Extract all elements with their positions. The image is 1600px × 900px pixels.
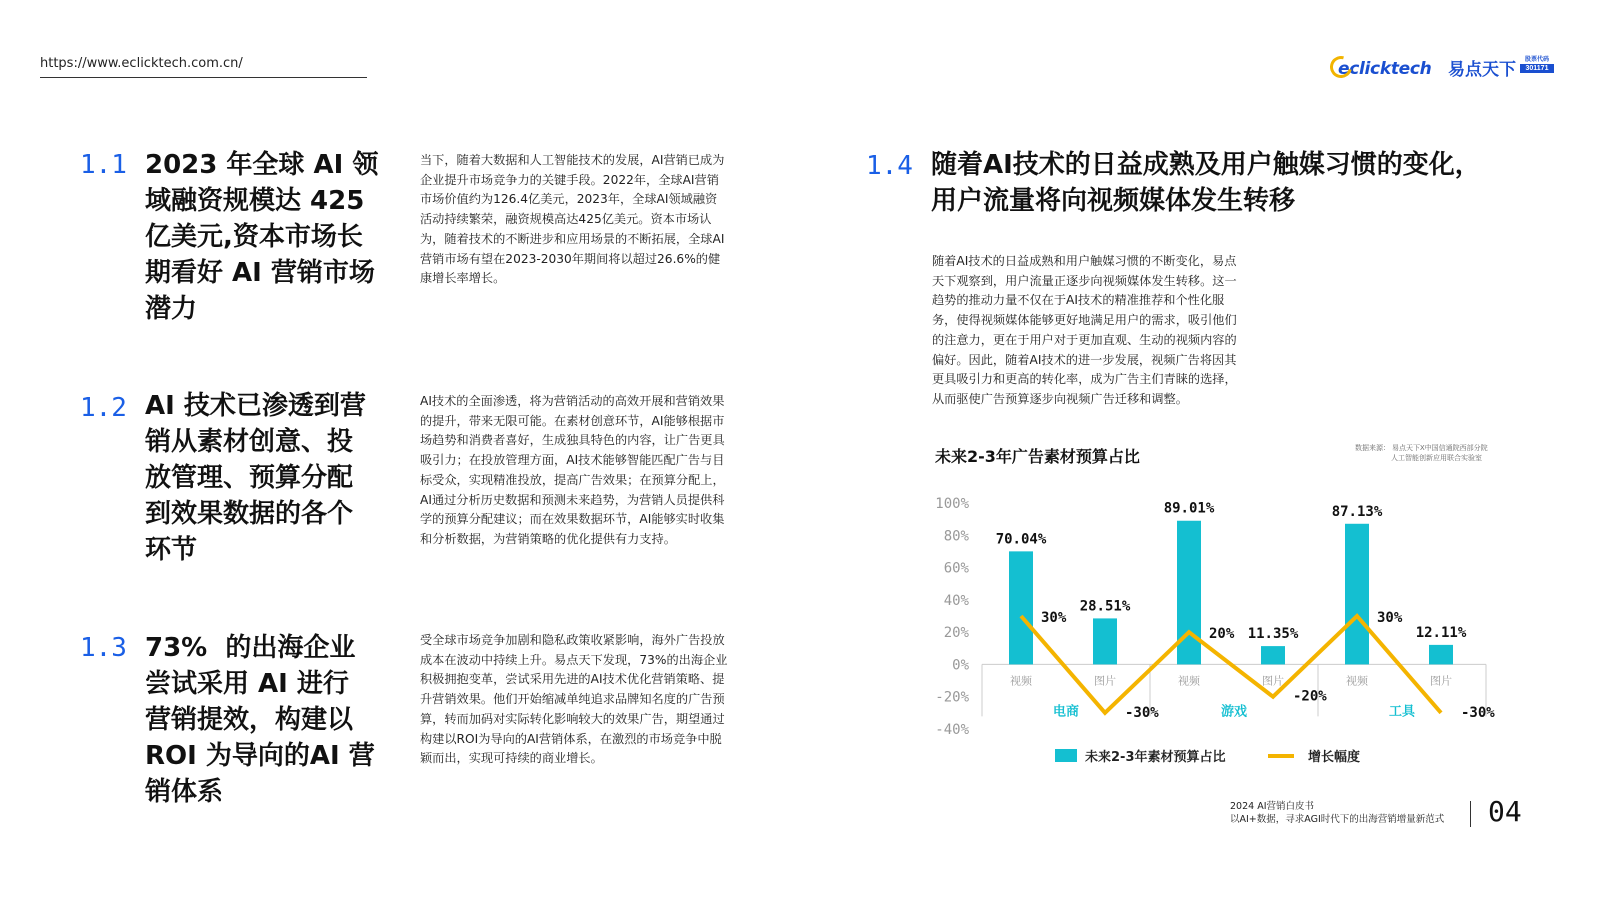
bar-value-label: 87.13%	[1331, 503, 1383, 520]
body-line: 的提升，带来无限可能。在素材创意环节，AI能够根据市	[420, 413, 725, 428]
footer-text	[1230, 800, 1444, 826]
body-line: 学的预算分配建议；而在效果数据环节，AI能够实时收集	[420, 512, 725, 527]
legend-label: 未来2-3年素材预算占比	[1085, 750, 1226, 765]
body-line: 受全球市场竞争加剧和隐私政策收紧影响，海外广告投放	[420, 633, 725, 647]
logo-cn-text: 易点天下	[1448, 60, 1516, 79]
title-line: 73% 的出海企业	[145, 633, 356, 663]
body-line: 趋势的推动力量不仅在于AI技术的精准推荐和个性化服	[932, 293, 1225, 308]
y-tick-label: 80%	[943, 528, 969, 545]
body-line: 市场价值约为126.4亿美元，2023年，全球AI领域融资	[420, 192, 718, 207]
body-line: 场趋势和消费者喜好，生成独具特色的内容，让广告更具	[420, 433, 725, 448]
body-line: 吸引力；在投放管理方面，AI技术能够智能匹配广告与目	[420, 453, 725, 468]
body-line: 天下观察到，用户流量正逐步向视频媒体发生转移。这一	[932, 273, 1237, 288]
logo-en-text: eclicktech	[1338, 59, 1432, 79]
title-line: 用户流量将向视频媒体发生转移	[931, 186, 1296, 216]
body-line: AI技术的全面渗透，将为营销活动的高效开展和营销效果	[420, 394, 725, 408]
page-number: 04	[1488, 795, 1522, 828]
body-line: 康增长率增长。	[420, 271, 506, 286]
legend-bar-swatch	[1055, 749, 1077, 762]
website-url[interactable]: https://www.eclicktech.com.cn/	[40, 56, 243, 71]
body-line: 活动持续繁荣，融资规模高达425亿美元。资本市场认	[420, 212, 712, 227]
group-label: 工具	[1388, 704, 1416, 720]
legend-item-bar	[1055, 746, 1226, 765]
group-label: 电商	[1052, 704, 1080, 720]
y-tick-label: 60%	[943, 560, 969, 577]
bar	[1261, 646, 1285, 664]
y-tick-label: -20%	[935, 689, 969, 706]
title-line: ROI 为导向的AI 营	[145, 741, 375, 771]
body-line: 随着AI技术的日益成熟和用户触媒习惯的不断变化，易点	[932, 254, 1237, 268]
y-tick-label: -40%	[935, 722, 969, 738]
footer-line: 以AI+数据，寻求AGI时代下的出海营销增量新范式	[1230, 814, 1445, 825]
title-line: 亿美元,资本市场长	[145, 222, 363, 252]
title-line: 期看好 AI 营销市场	[145, 258, 375, 288]
bar-value-label: 12.11%	[1415, 624, 1467, 641]
x-tick-label: 视频	[1346, 674, 1368, 688]
body-line: 为，随着技术的不断进步和应用场景的不断拓展，全球AI	[420, 231, 725, 246]
y-tick-label: 100%	[935, 496, 969, 512]
x-tick-label: 视频	[1010, 674, 1032, 688]
legend-line-swatch	[1268, 754, 1294, 758]
legend-item-line	[1268, 746, 1360, 765]
bar	[1345, 524, 1369, 665]
body-line: 企业提升市场竞争力的关键手段。2022年，全球AI营销	[420, 172, 719, 187]
y-tick-label: 20%	[943, 625, 969, 642]
title-line: 销从素材创意、投	[145, 427, 354, 457]
legend-label: 增长幅度	[1308, 750, 1361, 765]
title-line: AI 技术已渗透到营	[145, 391, 366, 421]
line-value-label: 20%	[1209, 626, 1235, 643]
footer-divider	[1470, 801, 1471, 827]
title-line: 域融资规模达 425	[145, 186, 365, 216]
body-line: 成本在波动中持续上升。易点天下发现，73%的出海企业	[420, 652, 728, 667]
body-line: 务，使得视频媒体能够更好地满足用户的需求，吸引他们	[932, 313, 1237, 328]
x-tick-label: 图片	[1430, 674, 1452, 688]
section-number: 1.4	[866, 151, 913, 181]
body-line: 的注意力，更在于用户对于更加直观、生动的视频内容的	[932, 332, 1237, 347]
body-line: 颖而出，实现可持续的商业增长。	[420, 751, 603, 766]
bar-value-label: 28.51%	[1079, 598, 1131, 615]
title-line: 潜力	[145, 294, 198, 324]
body-line: 标受众，实现精准投放，提高广告效果；在预算分配上，	[420, 472, 725, 487]
title-line: 到效果数据的各个	[145, 499, 354, 529]
body-line: 算，转而加码对实际转化影响较大的效果广告，期望通过	[420, 711, 725, 726]
title-line: 随着AI技术的日益成熟及用户触媒习惯的变化，	[931, 150, 1481, 180]
body-line: 更具吸引力和更高的转化率，成为广告主们青睐的选择，	[932, 372, 1237, 387]
bar	[1429, 645, 1453, 665]
title-line: 营销提效，构建以	[145, 705, 354, 735]
source-line: 数据来源： 易点天下X中国信通院西部分院	[1355, 445, 1488, 452]
body-line: 构建以ROI为导向的AI营销体系，在激烈的市场竞争中脱	[420, 731, 722, 746]
y-tick-label: 40%	[943, 592, 969, 609]
line-value-label: -20%	[1293, 688, 1327, 705]
title-line: 放管理、预算分配	[145, 463, 354, 493]
title-line: 销体系	[145, 777, 224, 807]
x-tick-label: 图片	[1262, 674, 1284, 688]
body-line: 从而驱使广告预算逐步向视频广告迁移和调整。	[932, 391, 1188, 406]
body-line: 升营销效果。他们开始缩减单纯追求品牌知名度的广告预	[420, 692, 725, 707]
bar-value-label: 11.35%	[1247, 626, 1299, 643]
line-value-label: -30%	[1461, 704, 1495, 721]
section-number: 1.2	[80, 393, 127, 423]
bar	[1093, 618, 1117, 664]
x-tick-label: 视频	[1178, 674, 1200, 688]
chart-title: 未来2-3年广告素材预算占比	[935, 447, 1140, 466]
source-line: 人工智能创新应用联合实验室	[1391, 455, 1482, 462]
body-line: 当下，随着大数据和人工智能技术的发展，AI营销已成为	[420, 153, 725, 167]
line-value-label: 30%	[1041, 610, 1067, 626]
section-number: 1.3	[80, 633, 127, 663]
line-value-label: 30%	[1377, 610, 1403, 626]
bar	[1009, 551, 1033, 664]
body-line: 积极拥抱变革，尝试采用先进的AI技术优化营销策略、提	[420, 672, 725, 687]
bar-value-label: 70.04%	[995, 531, 1047, 548]
body-line: AI通过分析历史数据和预测未来趋势，为营销人员提供科	[420, 492, 725, 507]
footer-line: 2024 AI营销白皮书	[1230, 801, 1314, 812]
body-line: 营销市场有望在2023-2030年期间将以超过26.6%的健	[420, 251, 721, 266]
stock-code-value: 301171	[1520, 64, 1554, 73]
body-line: 和分析数据，为营销策略的优化提供有力支持。	[420, 531, 676, 546]
section-number: 1.1	[80, 150, 127, 180]
title-line: 尝试采用 AI 进行	[145, 669, 349, 699]
title-line: 2023 年全球 AI 领	[145, 150, 379, 180]
bar-value-label: 89.01%	[1163, 500, 1215, 517]
y-tick-label: 0%	[952, 657, 969, 674]
body-line: 偏好。因此，随着AI技术的进一步发展，视频广告将因其	[932, 352, 1237, 367]
x-tick-label: 图片	[1094, 674, 1116, 688]
group-label: 游戏	[1220, 704, 1248, 720]
stock-code-label: 股票代码	[1524, 57, 1549, 63]
line-value-label: -30%	[1125, 704, 1159, 721]
title-line: 环节	[145, 535, 198, 565]
